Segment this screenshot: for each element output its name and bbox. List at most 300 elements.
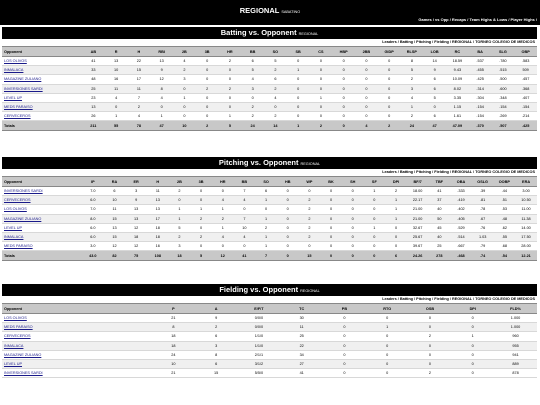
pitching-stat-cell: 13 <box>125 214 147 223</box>
batting-stat-cell: 2 <box>219 84 242 93</box>
batting-stat-cell: .600 <box>492 84 515 93</box>
pitching-total-cell: 18 <box>169 251 191 261</box>
pitching-stat-cell: 0 <box>364 205 386 214</box>
batting-stat-cell: 3 <box>241 84 264 93</box>
pitching-stat-cell: 40 <box>429 232 451 241</box>
fielding-stat-cell: 0 <box>323 314 366 323</box>
batting-stat-cell: 2 <box>264 112 287 121</box>
batting-stat-cell: 5 <box>401 66 424 75</box>
batting-col-header: CS <box>310 47 333 57</box>
pitching-total-cell: 82 <box>104 251 126 261</box>
pitching-stat-cell: 0 <box>190 196 212 205</box>
pitching-total-cell: 12.21 <box>515 251 537 261</box>
batting-stat-cell: 0 <box>355 102 378 111</box>
batting-stat-cell: 4 <box>264 93 287 102</box>
pitching-stat-cell: 2 <box>385 187 407 196</box>
batting-stat-cell: 0 <box>332 102 355 111</box>
pitching-stat-cell: 7 <box>234 214 256 223</box>
opponent-cell <box>2 314 152 323</box>
pitching-total-cell: .54 <box>493 251 515 261</box>
opponent-cell <box>2 350 152 359</box>
batting-stat-cell: 1 <box>287 66 310 75</box>
pitching-stat-cell: 10 <box>234 223 256 232</box>
batting-stat-cell: .500 <box>492 75 515 84</box>
batting-stat-cell: 10 <box>105 66 128 75</box>
opponent-link[interactable]: INMALACA <box>4 68 24 73</box>
batting-col-header: AB <box>82 47 105 57</box>
batting-col-header: BA <box>469 47 492 57</box>
pitching-stat-cell: 13 <box>147 205 169 214</box>
batting-stat-cell: 7 <box>128 93 151 102</box>
batting-total-cell: 211 <box>82 121 105 131</box>
pitching-col-header: SF <box>364 177 386 187</box>
batting-stat-cell: 4 <box>173 57 196 66</box>
pitching-stat-cell: .55 <box>493 232 515 241</box>
pitching-total-cell: 24.26 <box>407 251 429 261</box>
pitching-title-text: Pitching vs. Opponent <box>218 158 299 167</box>
pitching-stat-cell: 21.00 <box>407 214 429 223</box>
batting-stat-cell: 13 <box>82 102 105 111</box>
batting-stat-cell: 33 <box>82 66 105 75</box>
pitching-stat-cell: 0 <box>277 242 299 251</box>
fielding-stat-cell: 3 <box>195 341 238 350</box>
batting-section <box>2 27 537 131</box>
opponent-link[interactable]: LEVEL UP <box>4 225 23 230</box>
pitching-col-header: ER <box>125 177 147 187</box>
opponent-cell <box>2 196 82 205</box>
pitching-stat-cell: .419 <box>450 196 472 205</box>
opponent-link[interactable]: MEDS PARAISO <box>4 325 33 330</box>
fielding-stat-cell: 0 <box>409 359 452 368</box>
pitching-stat-cell: 37 <box>429 196 451 205</box>
pitching-total-cell: 43.0 <box>82 251 104 261</box>
batting-stat-cell: 4 <box>128 112 151 121</box>
batting-stat-cell: 13 <box>150 57 173 66</box>
batting-stat-cell: 0 <box>310 112 333 121</box>
batting-stat-cell: .314 <box>469 84 492 93</box>
opponent-link[interactable]: LEVEL UP <box>4 95 23 100</box>
pitching-col-header: BF/7 <box>407 177 429 187</box>
fielding-stat-cell: 0 <box>409 314 452 323</box>
batting-stat-cell: 0 <box>196 75 219 84</box>
batting-stat-cell: 0 <box>196 102 219 111</box>
batting-col-header: GIDP <box>378 47 401 57</box>
batting-stat-cell: 0 <box>378 102 401 111</box>
pitching-stat-cell: 1 <box>169 214 191 223</box>
fielding-section <box>2 284 537 378</box>
pitching-stat-cell: 4 <box>212 232 234 241</box>
batting-col-header: SLG <box>492 47 515 57</box>
pitching-stat-cell: 1 <box>385 205 407 214</box>
fielding-stat-cell: 0 <box>323 369 366 378</box>
batting-stat-cell: 25 <box>82 84 105 93</box>
opponent-link[interactable]: CERVECEROS <box>4 198 31 203</box>
fielding-stat-cell: 1/1/0 <box>238 341 281 350</box>
opponent-link[interactable]: MEDS PARAISO <box>4 105 33 110</box>
pitching-stat-cell: 4 <box>234 196 256 205</box>
pitching-total-cell: 12 <box>212 251 234 261</box>
batting-stat-cell: 2 <box>264 84 287 93</box>
pitching-total-cell: 0 <box>342 251 364 261</box>
fielding-title-text: Fielding vs. Opponent <box>219 285 299 294</box>
batting-stat-cell: 12 <box>150 75 173 84</box>
pitching-stat-cell: 15 <box>104 232 126 241</box>
batting-total-cell: 55 <box>105 121 128 131</box>
batting-stat-cell: 1 <box>150 112 173 121</box>
batting-stat-cell: .425 <box>469 75 492 84</box>
pitching-stat-cell: 7.0 <box>82 205 104 214</box>
batting-stat-cell: .583 <box>514 57 537 66</box>
batting-total-cell: 14 <box>264 121 287 131</box>
batting-stat-cell: 0 <box>219 102 242 111</box>
batting-stat-cell: 2 <box>241 102 264 111</box>
pitching-stat-cell: 1 <box>255 214 277 223</box>
fielding-table-row <box>2 369 537 378</box>
batting-stat-cell: 0 <box>287 84 310 93</box>
batting-stat-cell: 0 <box>287 93 310 102</box>
fielding-stat-cell: 22 <box>280 341 323 350</box>
fielding-stat-cell: 25 <box>280 332 323 341</box>
pitching-stat-cell: 0 <box>342 223 364 232</box>
pitching-stat-cell: 0 <box>299 242 321 251</box>
fielding-stat-cell: 27 <box>280 359 323 368</box>
pitching-stat-cell: 2 <box>299 223 321 232</box>
pitching-col-header: 2B <box>169 177 191 187</box>
opponent-link[interactable]: LOS OLIVOS <box>4 207 27 212</box>
fielding-stat-cell: 0 <box>366 314 409 323</box>
fielding-col-header: FLD% <box>494 304 537 314</box>
batting-total-cell: 24 <box>401 121 424 131</box>
pitching-stat-cell: 0 <box>320 196 342 205</box>
fielding-stat-cell: 5/5/0 <box>238 369 281 378</box>
batting-stat-cell: 0 <box>196 93 219 102</box>
batting-col-header: 2BB <box>355 47 378 57</box>
page-title <box>0 6 540 15</box>
opponent-link[interactable]: INVERSIONES SARDI <box>4 86 43 91</box>
fielding-stat-cell: 0 <box>366 350 409 359</box>
opponent-link[interactable]: MAGAZINE ZULIANO <box>4 77 42 82</box>
pitching-stat-cell: 11 <box>104 205 126 214</box>
pitching-col-header: H <box>147 177 169 187</box>
fielding-stat-cell: 889 <box>494 359 537 368</box>
batting-crumbs[interactable]: Leaders / Batting / Pitching / Fielding / REGIONAL / TORNEO COLEGIO DE MEDICOS <box>382 40 535 44</box>
opponent-cell <box>2 205 82 214</box>
pitching-stat-cell: 10 <box>104 196 126 205</box>
opponent-link[interactable]: INVERSIONES SARDI <box>4 189 43 194</box>
fielding-stat-cell: 941 <box>494 350 537 359</box>
fielding-table-row <box>2 341 537 350</box>
fielding-stat-cell: 6 <box>195 332 238 341</box>
pitching-stat-cell: 0 <box>320 223 342 232</box>
pitching-total-cell: 41 <box>234 251 256 261</box>
pitching-stat-cell: 0 <box>385 232 407 241</box>
pitching-stat-cell: 2 <box>190 214 212 223</box>
pitching-stat-cell: .81 <box>472 196 494 205</box>
pitching-col-header: IP <box>82 177 104 187</box>
fielding-stat-cell: 0 <box>323 350 366 359</box>
pitching-subtitle: REGIONAL <box>300 162 321 166</box>
batting-stat-cell: 6 <box>264 75 287 84</box>
fielding-title <box>2 284 537 296</box>
pitching-stat-cell: 2 <box>299 232 321 241</box>
pitching-stat-cell: 0 <box>364 232 386 241</box>
batting-stat-cell: 8.02 <box>446 84 469 93</box>
batting-stat-cell: 8 <box>150 84 173 93</box>
pitching-stat-cell: 0 <box>234 242 256 251</box>
batting-stat-cell: 0 <box>355 112 378 121</box>
fielding-table-row <box>2 359 537 368</box>
batting-stat-cell: 6 <box>423 75 446 84</box>
pitching-section <box>2 157 537 261</box>
opponent-link[interactable]: MAGAZINE ZULIANO <box>4 352 42 357</box>
pitching-col-header: OBA <box>450 177 472 187</box>
fielding-col-header: A <box>195 304 238 314</box>
pitching-stat-cell: 15 <box>104 214 126 223</box>
pitching-stat-cell: 0 <box>320 242 342 251</box>
pitching-stat-cell: 17 <box>147 214 169 223</box>
batting-col-header: R <box>105 47 128 57</box>
pitching-total-cell: .74 <box>472 251 494 261</box>
pitching-stat-cell: 0 <box>234 205 256 214</box>
pitching-stat-cell: 3.00 <box>515 187 537 196</box>
batting-stat-cell: 0 <box>355 93 378 102</box>
batting-table-row <box>2 66 537 75</box>
pitching-total-cell: Totals <box>2 251 82 261</box>
batting-stat-cell: .348 <box>492 93 515 102</box>
batting-stat-cell: 5 <box>264 57 287 66</box>
fielding-stat-cell: 0 <box>323 332 366 341</box>
batting-stat-cell: .457 <box>514 75 537 84</box>
opponent-cell <box>2 359 152 368</box>
pitching-stat-cell: 0 <box>277 187 299 196</box>
batting-stat-cell: 509 <box>514 66 537 75</box>
pitching-stat-cell: 2 <box>299 196 321 205</box>
pitching-stat-cell: 0 <box>277 223 299 232</box>
pitching-col-header: Opponent <box>2 177 82 187</box>
batting-col-header: RBI <box>150 47 173 57</box>
fielding-stat-cell: 10 <box>152 359 195 368</box>
batting-stat-cell: 0 <box>287 75 310 84</box>
fielding-stat-cell: 21 <box>152 369 195 378</box>
batting-stat-cell: 0 <box>355 57 378 66</box>
pitching-stat-cell: .48 <box>493 214 515 223</box>
opponent-link[interactable]: INVERSIONES SARDI <box>4 371 43 376</box>
pitching-stat-cell: 18.00 <box>407 187 429 196</box>
batting-stat-cell: .214 <box>514 112 537 121</box>
pitching-stat-cell: 2 <box>190 232 212 241</box>
opponent-cell <box>2 232 82 241</box>
pitching-stat-cell: .76 <box>472 223 494 232</box>
batting-stat-cell: 48 <box>82 75 105 84</box>
batting-table-row <box>2 102 537 111</box>
batting-stat-cell: 0 <box>332 112 355 121</box>
opponent-cell <box>2 75 82 84</box>
batting-stat-cell: 4 <box>241 75 264 84</box>
opponent-link[interactable]: INMALACA <box>4 235 24 240</box>
batting-stat-cell: 16 <box>105 75 128 84</box>
pitching-stat-cell: 5 <box>169 223 191 232</box>
fielding-crumbs[interactable]: Leaders / Batting / Pitching / Fielding / REGIONAL / TORNEO COLEGIO DE MEDICOS <box>382 297 535 301</box>
fielding-stat-cell: 34 <box>280 350 323 359</box>
batting-stat-cell: 0 <box>355 66 378 75</box>
batting-stat-cell: 0 <box>378 84 401 93</box>
pitching-stat-cell: 11.38 <box>515 214 537 223</box>
pitching-stat-cell: 0 <box>364 242 386 251</box>
batting-stat-cell: 0 <box>173 84 196 93</box>
batting-stat-cell: 8 <box>401 57 424 66</box>
fielding-stat-cell: 18 <box>152 332 195 341</box>
batting-total-cell: .425 <box>514 121 537 131</box>
pitching-col-header: OOBP <box>493 177 515 187</box>
opponent-link[interactable]: CERVECEROS <box>4 334 31 339</box>
batting-total-cell: .507 <box>492 121 515 131</box>
batting-stat-cell: 2 <box>401 75 424 84</box>
pitching-stat-cell: 2 <box>255 223 277 232</box>
batting-stat-cell: 4 <box>401 93 424 102</box>
batting-total-cell: 2 <box>310 121 333 131</box>
pitching-stat-cell: 0 <box>342 196 364 205</box>
pitching-stat-cell: 18 <box>147 223 169 232</box>
batting-stat-cell: 1.15 <box>446 102 469 111</box>
pitching-table-row <box>2 232 537 241</box>
batting-stat-cell: 1 <box>173 93 196 102</box>
pitching-stat-cell: 0 <box>385 223 407 232</box>
batting-table-row <box>2 112 537 121</box>
batting-stat-cell: .515 <box>492 66 515 75</box>
pitching-stat-cell: 2 <box>299 205 321 214</box>
batting-table-row <box>2 84 537 93</box>
fielding-stat-cell: 0 <box>323 359 366 368</box>
pitching-col-header: WP <box>299 177 321 187</box>
pitching-table-row <box>2 196 537 205</box>
batting-stat-cell: 5 <box>423 93 446 102</box>
batting-stat-cell: 18.59 <box>446 57 469 66</box>
opponent-link[interactable]: LOS OLIVOS <box>4 316 27 321</box>
batting-stat-cell: 10.09 <box>446 75 469 84</box>
opponent-link[interactable]: LOS OLIVOS <box>4 59 27 64</box>
batting-col-header: 3B <box>196 47 219 57</box>
fielding-stat-cell: 1 <box>451 332 494 341</box>
pitching-stat-cell: 1 <box>385 214 407 223</box>
pitching-stat-cell: 10.50 <box>515 196 537 205</box>
batting-stat-cell: 0 <box>105 102 128 111</box>
batting-total-cell: .370 <box>469 121 492 131</box>
batting-stat-cell: 0 <box>196 57 219 66</box>
opponent-link[interactable]: CERVECEROS <box>4 114 31 119</box>
fielding-stat-cell: 1.000 <box>494 314 537 323</box>
fielding-stat-cell: 0/0/0 <box>238 314 281 323</box>
pitching-stat-cell: 0 <box>385 242 407 251</box>
batting-stat-cell: 1 <box>219 112 242 121</box>
batting-stat-cell: 1 <box>310 93 333 102</box>
top-nav-links[interactable]: Games / vs Opp / Recaps / Team Highs & Lows / Player Highs / <box>418 17 537 22</box>
batting-stat-cell: 4 <box>105 93 128 102</box>
fielding-table-row <box>2 323 537 332</box>
pitching-stat-cell: 2 <box>169 187 191 196</box>
fielding-stat-cell: 0 <box>451 359 494 368</box>
pitching-crumbs[interactable]: Leaders / Batting / Pitching / Fielding / REGIONAL / TORNEO COLEGIO DE MEDICOS <box>382 170 535 174</box>
batting-stat-cell: 0 <box>332 84 355 93</box>
batting-stat-cell: 2 <box>196 84 219 93</box>
pitching-stat-cell: 1 <box>212 223 234 232</box>
pitching-stat-cell: .667 <box>450 242 472 251</box>
batting-stat-cell: 2 <box>264 66 287 75</box>
opponent-cell <box>2 102 82 111</box>
pitching-stat-cell: 0 <box>190 242 212 251</box>
batting-stat-cell: 0 <box>355 75 378 84</box>
batting-stat-cell: 9 <box>423 66 446 75</box>
batting-total-cell: 10 <box>173 121 196 131</box>
pitching-stat-cell: 2 <box>212 214 234 223</box>
batting-stat-cell: 0 <box>241 93 264 102</box>
opponent-cell <box>2 332 152 341</box>
pitching-stat-cell: 1 <box>169 205 191 214</box>
batting-stat-cell: 0 <box>150 102 173 111</box>
pitching-stat-cell: 18 <box>125 232 147 241</box>
opponent-cell <box>2 57 82 66</box>
opponent-link[interactable]: MEDS PARAISO <box>4 244 33 249</box>
pitching-stat-cell: 21.00 <box>407 205 429 214</box>
batting-col-header: BB <box>241 47 264 57</box>
batting-stat-cell: 0 <box>173 112 196 121</box>
fielding-col-header: RTO <box>366 304 409 314</box>
batting-total-cell: 78 <box>128 121 151 131</box>
pitching-total-cell: 278 <box>429 251 451 261</box>
batting-stat-cell: 6 <box>423 84 446 93</box>
batting-total-cell: 2 <box>196 121 219 131</box>
opponent-link[interactable]: LEVEL UP <box>4 362 23 367</box>
pitching-stat-cell: 0 <box>364 214 386 223</box>
batting-stat-cell: 0 <box>196 66 219 75</box>
pitching-col-header: DPI <box>385 177 407 187</box>
batting-col-header: Opponent <box>2 47 82 57</box>
opponent-link[interactable]: MAGAZINE ZULIANO <box>4 216 42 221</box>
pitching-col-header: 3B <box>190 177 212 187</box>
batting-stat-cell: .154 <box>492 102 515 111</box>
batting-stat-cell: 9.43 <box>446 66 469 75</box>
pitching-stat-cell: 1 <box>255 232 277 241</box>
pitching-stat-cell: 0 <box>320 232 342 241</box>
batting-stat-cell: 4 <box>150 93 173 102</box>
batting-stat-cell: 0 <box>310 66 333 75</box>
batting-stat-cell: 0 <box>378 112 401 121</box>
batting-stat-cell: 0 <box>310 57 333 66</box>
batting-stat-cell: 23 <box>82 93 105 102</box>
opponent-cell <box>2 66 82 75</box>
batting-stat-cell: 0 <box>310 102 333 111</box>
fielding-stat-cell: 6 <box>195 359 238 368</box>
fielding-stat-cell: 2 <box>409 332 452 341</box>
fielding-table <box>2 303 537 378</box>
fielding-stat-cell: 0 <box>366 369 409 378</box>
pitching-stat-cell: 7.0 <box>82 187 104 196</box>
fielding-stat-cell: 11 <box>280 323 323 332</box>
batting-stat-cell: 0 <box>219 93 242 102</box>
fielding-stat-cell: 2/1/1 <box>238 350 281 359</box>
pitching-stat-cell: 50 <box>429 214 451 223</box>
pitching-col-header: OSLG <box>472 177 494 187</box>
opponent-link[interactable]: INMALACA <box>4 343 24 348</box>
pitching-col-header: RA <box>104 177 126 187</box>
pitching-stat-cell: 1 <box>255 196 277 205</box>
batting-stat-cell: 41 <box>82 57 105 66</box>
opponent-cell <box>2 214 82 223</box>
batting-stat-cell: 0 <box>287 112 310 121</box>
pitching-stat-cell: 0 <box>212 242 234 251</box>
pitching-stat-cell: 0 <box>342 242 364 251</box>
fielding-stat-cell: 8 <box>195 350 238 359</box>
pitching-stat-cell: 3 <box>125 187 147 196</box>
